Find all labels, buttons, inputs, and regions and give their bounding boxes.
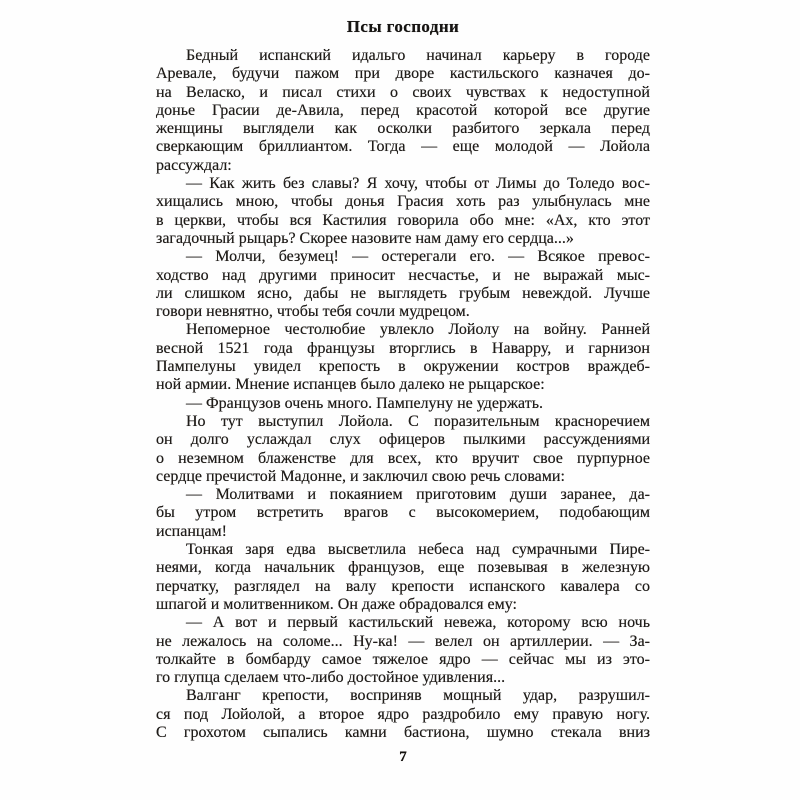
text-line: сверкающим бриллиантом. Тогда — еще молодой — Лойола bbox=[156, 138, 650, 156]
text-line: — Как жить без славы? Я хочу, чтобы от Лимы до Толедо вос- bbox=[186, 175, 650, 193]
text-line: донье Грасии де-Авила, перед красотой которой все другие bbox=[156, 101, 650, 119]
text-line: толкайте в бомбарду самое тяжелое ядро — сейчас мы из это- bbox=[156, 650, 650, 668]
text-line: — Французов очень много. Пампелуну не удержать. bbox=[186, 394, 544, 412]
text-line: ной армии. Мнение испанцев было далеко не рыцарское: bbox=[156, 376, 545, 394]
text-line: неями, когда начальник французов, еще позевывая в железную bbox=[156, 559, 650, 577]
text-line: — А вот и первый кастильский невежа, которому всю ночь bbox=[186, 614, 650, 632]
running-header: Псы господни bbox=[346, 17, 460, 36]
text-line: — Молчи, безумец! — остерегали его. — Всякое превос- bbox=[186, 248, 650, 266]
text-line: Тонкая заря едва высветлила небеса над сумрачными Пире- bbox=[186, 541, 650, 559]
text-line: он долго услаждал слух офицеров пылкими рассуждениями bbox=[156, 431, 650, 449]
text-line: хищались мною, чтобы донья Грасия хоть раз улыбнулась мне bbox=[156, 193, 650, 211]
text-line: Аревале, будучи пажом при дворе кастильского казначея до- bbox=[156, 65, 650, 83]
text-line: испанцам! bbox=[156, 522, 228, 540]
text-line: весной 1521 года французы вторглись в Наварру, и гарнизон bbox=[156, 339, 650, 357]
text-line: сердце пречистой Мадонне, и заключил свою речь словами: bbox=[156, 467, 565, 485]
text-line: С грохотом сыпались камни бастиона, шумно стекала вниз bbox=[156, 723, 650, 741]
text-line: в церкви, чтобы вся Кастилия говорила обо мне: «Ах, кто этот bbox=[156, 211, 650, 229]
text-line: о неземном блаженстве для всех, кто вручит свое пурпурное bbox=[156, 449, 650, 467]
text-line: не лежалось на соломе... Ну-ка! — велел он артиллерии. — За- bbox=[156, 632, 650, 650]
text-line: женщины выглядели как осколки разбитого зеркала перед bbox=[156, 120, 650, 138]
text-line: ли слишком ясно, дабы не выглядеть грубым невеждой. Лучше bbox=[156, 284, 650, 302]
text-line: на Веласко, и писал стихи о своих чувствах к недоступной bbox=[156, 83, 650, 101]
text-line: Валганг крепости, восприняв мощный удар, разрушил- bbox=[186, 687, 650, 705]
text-line: рассуждал: bbox=[156, 156, 232, 174]
text-line: го глупца сделаем что-либо достойное удивления... bbox=[156, 669, 506, 687]
text-line: говори невнятно, чтобы тебя сочли мудрецом. bbox=[156, 303, 470, 321]
text-line: Пампелуны увидел крепость в окружении костров враждеб- bbox=[156, 358, 650, 376]
text-line: Бедный испанский идальго начинал карьеру в городе bbox=[186, 47, 650, 64]
page-number: 7 bbox=[399, 749, 407, 765]
text-line: ходство над другими приносит несчастье, и не выражай мыс- bbox=[156, 266, 650, 284]
text-line: загадочный рыцарь? Скорее назовите нам даму его сердца...» bbox=[156, 229, 574, 247]
text-line: Непомерное честолюбие увлекло Лойолу на войну. Ранней bbox=[186, 321, 650, 339]
text-line: Но тут выступил Лойола. С поразительным красноречием bbox=[186, 412, 650, 430]
text-line: шпагой и молитвенником. Он даже обрадовался ему: bbox=[156, 595, 517, 613]
text-line: — Молитвами и покаянием приготовим души заранее, да- bbox=[186, 486, 650, 504]
text-line: бы утром встретить врагов с высокомерием, подобающим bbox=[156, 504, 650, 522]
text-line: ся под Лойолой, а второе ядро раздробило ему правую ногу. bbox=[156, 705, 650, 723]
text-block bbox=[156, 47, 650, 742]
text-line: перчатку, разглядел на валу крепости испанского кавалера со bbox=[156, 577, 650, 595]
